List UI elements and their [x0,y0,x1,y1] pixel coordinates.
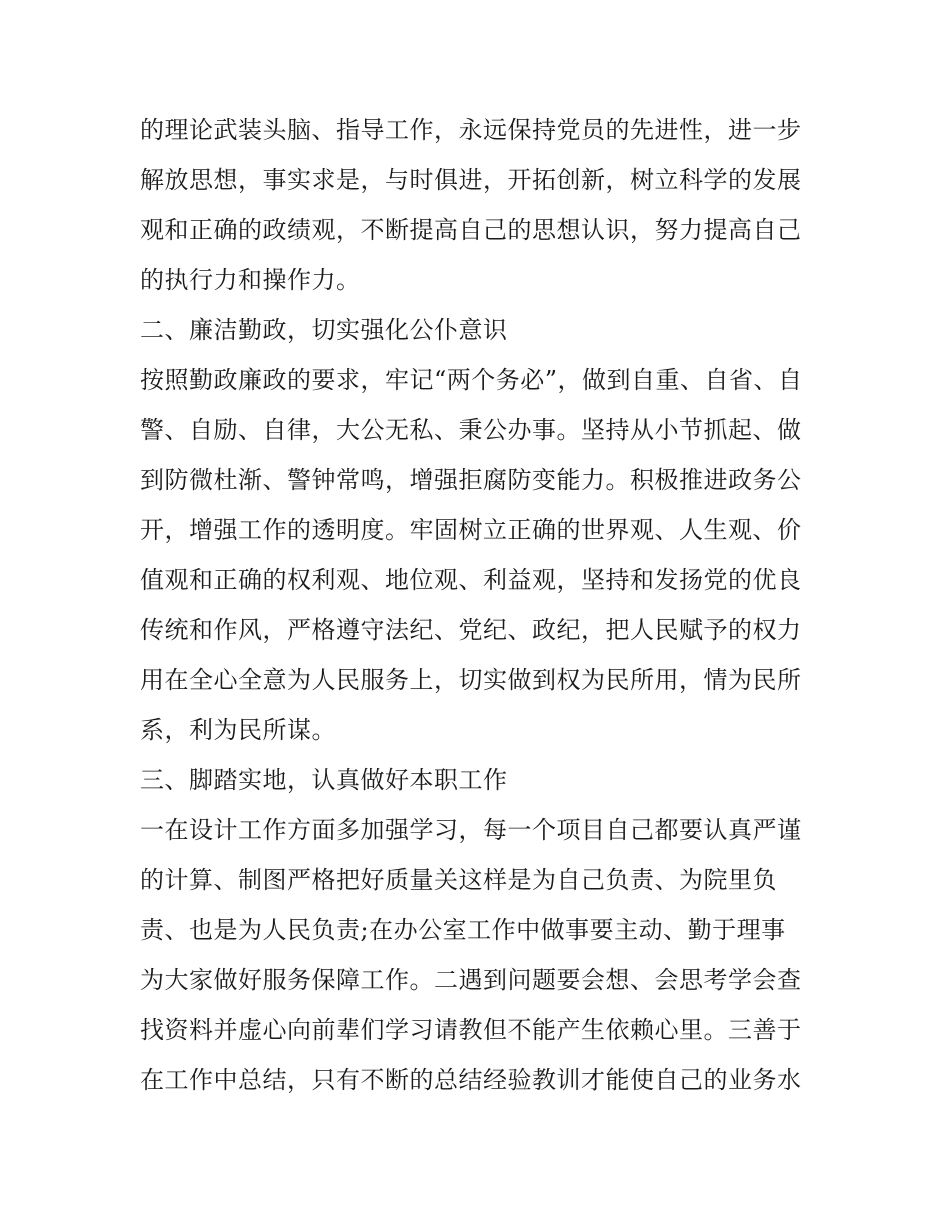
text-line: 传统和作风，严格遵守法纪、党纪、政纪，把人民赋予的权力 [140,616,802,644]
text-line: 到防微杜渐、警钟常鸣，增强拒腐防变能力。积极推进政务公 [140,466,802,494]
text-line: 解放思想，事实求是，与时俱进，开拓创新，树立科学的发展 [140,166,802,194]
text-line: 按照勤政廉政的要求，牢记“两个务必”，做到自重、自省、自 [140,366,803,394]
section-heading: 二、廉洁勤政，切实强化公仆意识 [140,316,508,344]
text-line: 值观和正确的权利观、地位观、利益观，坚持和发扬党的优良 [140,566,802,594]
text-line: 警、自励、自律，大公无私、秉公办事。坚持从小节抓起、做 [140,416,802,444]
text-line: 开，增强工作的透明度。牢固树立正确的世界观、人生观、价 [140,516,802,544]
text-line: 为大家做好服务保障工作。二遇到问题要会想、会思考学会查 [140,966,802,994]
text-line: 的计算、制图严格把好质量关这样是为自己负责、为院里负 [140,866,777,894]
text-line: 系，利为民所谋。 [140,716,336,744]
text-line: 找资料并虚心向前辈们学习请教但不能产生依赖心里。三善于 [140,1016,802,1044]
text-line: 责、也是为人民负责;在办公室工作中做事要主动、勤于理事 [140,916,786,944]
text-line: 的执行力和操作力。 [140,266,361,294]
text-line: 观和正确的政绩观，不断提高自己的思想认识，努力提高自己 [140,216,802,244]
text-line: 用在全心全意为人民服务上，切实做到权为民所用，情为民所 [140,666,802,694]
section-heading: 三、脚踏实地，认真做好本职工作 [140,766,508,794]
text-line: 一在设计工作方面多加强学习，每一个项目自己都要认真严谨 [140,816,802,844]
text-line: 在工作中总结，只有不断的总结经验教训才能使自己的业务水 [140,1066,802,1094]
text-line: 的理论武装头脑、指导工作，永远保持党员的先进性，进一步 [140,116,802,144]
